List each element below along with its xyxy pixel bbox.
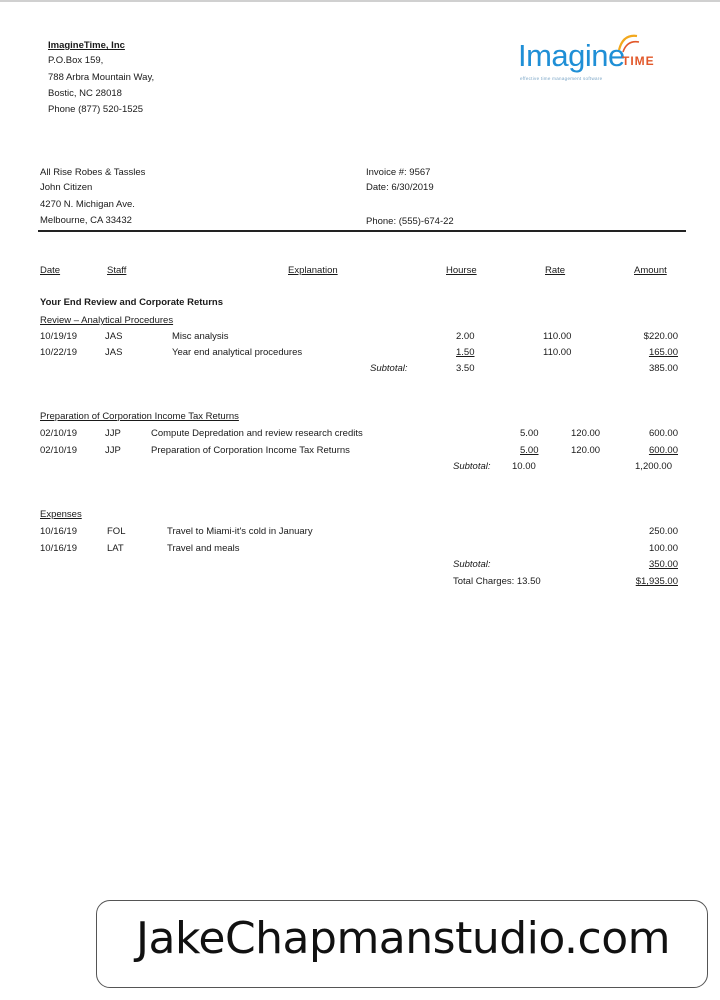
row-explanation: Year end analytical procedures	[172, 347, 303, 358]
row-hours: 2.00	[456, 331, 475, 342]
section-title: Your End Review and Corporate Returns	[40, 297, 223, 308]
client-city: Melbourne, CA 33432	[40, 215, 132, 226]
company-address-2: 788 Arbra Mountain Way,	[48, 72, 155, 83]
subtotal-amount: 1,200.00	[635, 461, 672, 472]
watermark-text: JakeChapmanstudio.com	[136, 913, 670, 964]
col-rate: Rate	[545, 265, 566, 276]
subtotal-label: Subtotal:	[370, 363, 408, 374]
col-staff: Staff	[107, 265, 127, 276]
row-explanation: Travel to Miami-it's cold in January	[167, 526, 313, 537]
col-hours: Hourse	[446, 265, 477, 276]
col-explanation: Explanation	[288, 265, 338, 276]
logo-swoosh-icon	[615, 30, 641, 54]
row-date: 10/16/19	[40, 543, 77, 554]
row-amount: 600.00	[648, 428, 678, 439]
row-hours: 5.00	[520, 445, 539, 456]
subtotal-amount: 385.00	[648, 363, 678, 374]
logo-tagline: effective time management software	[520, 76, 603, 81]
client-contact: John Citizen	[40, 182, 93, 193]
company-name: ImagineTime, Inc	[48, 40, 125, 51]
row-date: 02/10/19	[40, 445, 77, 456]
row-rate: 120.00	[571, 445, 601, 456]
company-phone: Phone (877) 520-1525	[48, 104, 144, 115]
invoice-phone: Phone: (555)-674-22	[366, 216, 454, 227]
subtotal-label: Subtotal:	[453, 559, 491, 570]
row-date: 10/19/19	[40, 331, 77, 342]
row-amount: $220.00	[643, 331, 678, 342]
col-amount: Amount	[634, 265, 667, 276]
row-date: 10/16/19	[40, 526, 77, 537]
row-staff: FOL	[107, 526, 126, 537]
row-amount: 100.00	[648, 543, 678, 554]
invoice-date: Date: 6/30/2019	[366, 182, 434, 193]
invoice-number: Invoice #: 9567	[366, 167, 431, 178]
row-amount: 600.00	[648, 445, 678, 456]
subtotal-hours: 3.50	[456, 363, 475, 374]
client-name: All Rise Robes & Tassles	[40, 167, 146, 178]
subtotal-amount: 350.00	[648, 559, 678, 570]
row-rate: 110.00	[543, 331, 572, 342]
section-title: Expenses	[40, 509, 82, 520]
logo-wordmark: Imagine	[518, 38, 625, 73]
row-explanation: Misc analysis	[172, 331, 229, 342]
row-explanation: Compute Depredation and review research credits	[151, 428, 363, 439]
total-label: Total Charges: 13.50	[453, 576, 541, 587]
row-staff: JJP	[105, 428, 121, 439]
company-address-1: P.O.Box 159,	[48, 55, 104, 66]
total-amount: $1,935.00	[635, 576, 678, 587]
row-explanation: Travel and meals	[167, 543, 240, 554]
logo-accent: TIME	[622, 54, 655, 68]
row-staff: JAS	[105, 331, 123, 342]
client-street: 4270 N. Michigan Ave.	[40, 199, 135, 210]
row-rate: 110.00	[543, 347, 572, 358]
row-date: 10/22/19	[40, 347, 77, 358]
row-staff: JJP	[105, 445, 121, 456]
section-title: Preparation of Corporation Income Tax Returns	[40, 411, 239, 422]
row-hours: 1.50	[456, 347, 475, 358]
section-subtitle: Review – Analytical Procedures	[40, 315, 174, 326]
col-date: Date	[40, 265, 61, 276]
row-date: 02/10/19	[40, 428, 77, 439]
row-explanation: Preparation of Corporation Income Tax Returns	[151, 445, 350, 456]
row-rate: 120.00	[571, 428, 601, 439]
row-amount: 165.00	[648, 347, 678, 358]
client-divider	[38, 230, 686, 232]
row-hours: 5.00	[520, 428, 539, 439]
watermark-banner	[96, 900, 708, 988]
company-address-3: Bostic, NC 28018	[48, 88, 122, 99]
row-amount: 250.00	[648, 526, 678, 537]
company-logo	[518, 30, 668, 90]
row-staff: JAS	[105, 347, 123, 358]
subtotal-hours: 10.00	[512, 461, 536, 472]
top-border	[0, 0, 720, 2]
subtotal-label: Subtotal:	[453, 461, 491, 472]
row-staff: LAT	[107, 543, 124, 554]
